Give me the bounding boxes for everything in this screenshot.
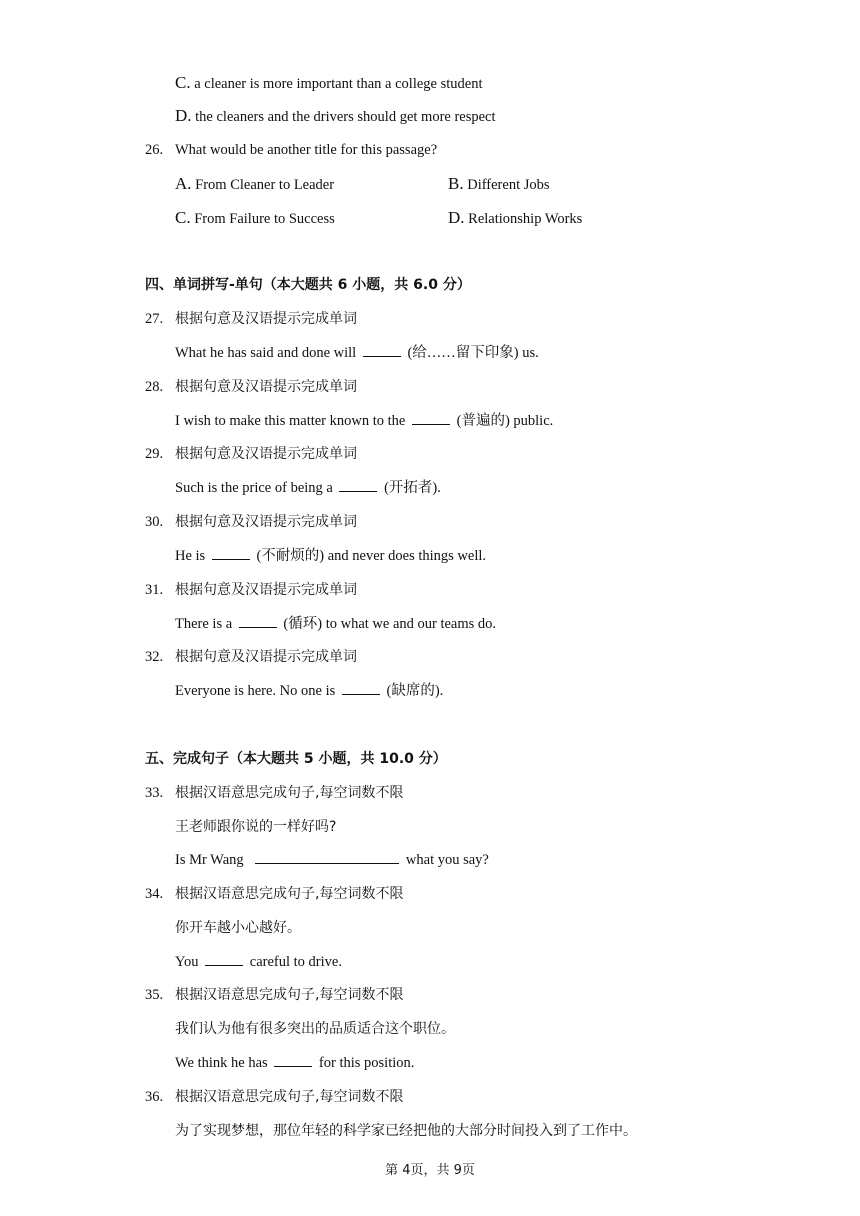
sentence-before: I wish to make this matter known to the xyxy=(175,413,406,429)
option-letter: C. xyxy=(175,73,191,92)
question-number: 35. xyxy=(145,987,164,1003)
question-instruction: 根据汉语意思完成句子,每空词数不限 xyxy=(175,785,404,801)
question-number: 28. xyxy=(145,379,164,395)
option-letter: D. xyxy=(175,106,192,125)
answer-blank[interactable] xyxy=(412,412,450,425)
sentence-before: Everyone is here. No one is xyxy=(175,683,336,699)
question-sentence xyxy=(175,682,443,700)
chinese-sentence: 王老师跟你说的一样好吗? xyxy=(175,819,337,835)
option-text: the cleaners and the drivers should get more respect xyxy=(195,109,496,125)
sentence-after: (不耐烦的) and never does things well. xyxy=(256,548,487,564)
sentence-before: Is Mr Wang xyxy=(175,852,244,868)
sentence-after: (循环) to what we and our teams do. xyxy=(283,616,497,632)
question-instruction: 根据句意及汉语提示完成单词 xyxy=(175,649,357,665)
question-number: 26. xyxy=(145,142,164,158)
page-footer: 第 4页，共 9页 xyxy=(385,1163,475,1178)
sentence-after: (缺席的). xyxy=(386,683,444,699)
option-c xyxy=(175,209,335,228)
question-text: What would be another title for this passage? xyxy=(175,142,438,158)
question-sentence xyxy=(175,851,489,869)
option-letter: D. xyxy=(448,208,465,227)
sentence-after: (开拓者). xyxy=(384,480,441,496)
answer-blank[interactable] xyxy=(205,953,243,966)
answer-blank[interactable] xyxy=(342,682,380,695)
question-number: 30. xyxy=(145,514,164,530)
question-number: 33. xyxy=(145,785,164,801)
sentence-before: Such is the price of being a xyxy=(175,480,333,496)
answer-blank[interactable] xyxy=(255,851,399,864)
sentence-before: There is a xyxy=(175,616,233,632)
option-text: Relationship Works xyxy=(468,211,583,227)
option-d xyxy=(175,107,496,126)
question-instruction: 根据句意及汉语提示完成单词 xyxy=(175,311,357,327)
question-instruction: 根据句意及汉语提示完成单词 xyxy=(175,582,357,598)
sentence-before: You xyxy=(175,954,199,970)
question-sentence xyxy=(175,1054,414,1072)
question-sentence xyxy=(175,615,496,633)
question-number: 27. xyxy=(145,311,164,327)
question-number: 29. xyxy=(145,446,164,462)
question-instruction: 根据句意及汉语提示完成单词 xyxy=(175,379,357,395)
question-number: 31. xyxy=(145,582,164,598)
question-instruction: 根据汉语意思完成句子,每空词数不限 xyxy=(175,1089,404,1105)
answer-blank[interactable] xyxy=(339,479,377,492)
sentence-after: what you say? xyxy=(405,852,489,868)
answer-blank[interactable] xyxy=(239,615,277,628)
sentence-after: (普遍的) public. xyxy=(456,413,554,429)
option-text: From Failure to Success xyxy=(194,211,335,227)
option-letter: A. xyxy=(175,174,192,193)
question-sentence xyxy=(175,953,342,971)
sentence-after: (给……留下印象) us. xyxy=(407,345,539,361)
chinese-sentence: 你开车越小心越好。 xyxy=(175,920,301,936)
option-b xyxy=(448,175,550,194)
sentence-after: for this position. xyxy=(318,1055,415,1071)
option-text: From Cleaner to Leader xyxy=(195,177,335,193)
question-instruction: 根据汉语意思完成句子,每空词数不限 xyxy=(175,886,404,902)
option-letter: C. xyxy=(175,208,191,227)
question-sentence xyxy=(175,479,441,497)
answer-blank[interactable] xyxy=(212,547,250,560)
sentence-before: What he has said and done will xyxy=(175,345,357,361)
section-heading: 五、完成句子（本大题共 5 小题，共 10.0 分） xyxy=(145,751,447,767)
answer-blank[interactable] xyxy=(274,1054,312,1067)
option-text: Different Jobs xyxy=(467,177,550,193)
sentence-before: He is xyxy=(175,548,206,564)
option-text: a cleaner is more important than a college student xyxy=(194,76,483,92)
sentence-before: We think he has xyxy=(175,1055,268,1071)
answer-blank[interactable] xyxy=(363,344,401,357)
option-a xyxy=(175,175,334,194)
question-instruction: 根据句意及汉语提示完成单词 xyxy=(175,514,357,530)
question-number: 32. xyxy=(145,649,164,665)
sentence-after: careful to drive. xyxy=(249,954,342,970)
question-sentence xyxy=(175,344,539,362)
question-instruction: 根据句意及汉语提示完成单词 xyxy=(175,446,357,462)
option-d xyxy=(448,209,582,228)
section-heading: 四、单词拼写-单句（本大题共 6 小题，共 6.0 分） xyxy=(145,277,471,293)
question-sentence xyxy=(175,412,553,430)
chinese-sentence: 我们认为他有很多突出的品质适合这个职位。 xyxy=(175,1021,455,1037)
chinese-sentence: 为了实现梦想，那位年轻的科学家已经把他的大部分时间投入到了工作中。 xyxy=(175,1123,637,1139)
question-instruction: 根据汉语意思完成句子,每空词数不限 xyxy=(175,987,404,1003)
question-number: 36. xyxy=(145,1089,164,1105)
question-number: 34. xyxy=(145,886,164,902)
option-c xyxy=(175,74,483,93)
question-sentence xyxy=(175,547,486,565)
option-letter: B. xyxy=(448,174,464,193)
